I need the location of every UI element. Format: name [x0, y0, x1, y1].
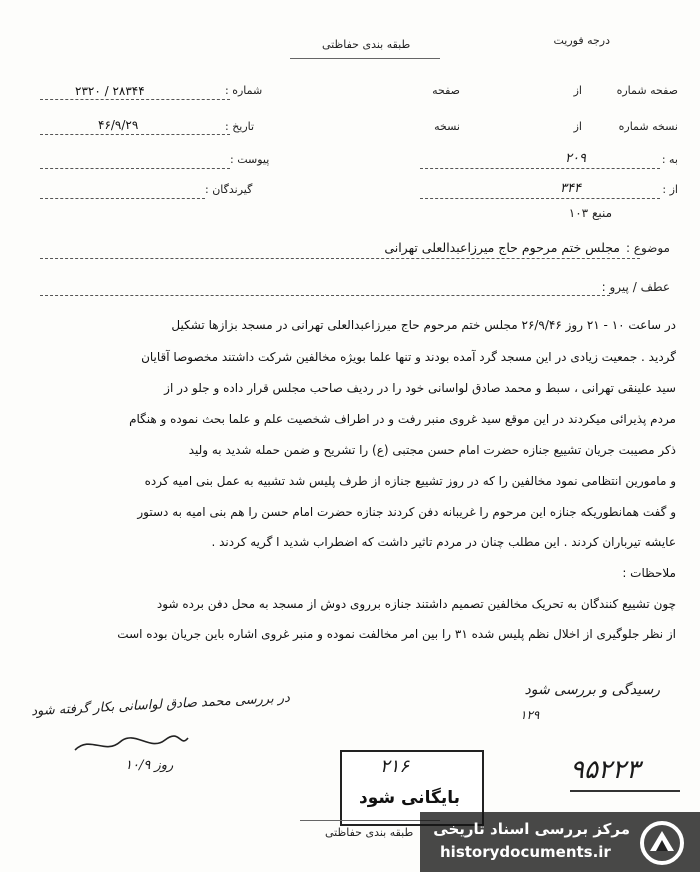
attachment-dotted-line [40, 168, 230, 169]
reference-dotted-line [40, 295, 610, 296]
body-line: عایشه تیرباران کردند . این مطلب چنان در مردم تاثیر داشت که اضطراب شدید ا گریه کردند . [211, 535, 676, 549]
subject-dotted-line [40, 258, 640, 259]
reference-label: عطف / پیرو : [601, 280, 670, 294]
watermark-logo-icon [636, 818, 688, 868]
from-label: از : [662, 183, 678, 196]
subject-value: مجلس ختم مرحوم حاج میرزاعبدالعلی تهرانی [384, 240, 620, 255]
from-value: ۳۴۴ [560, 181, 581, 196]
copy-from-label: از [573, 120, 582, 133]
stamp-number: ۲۱۶ [380, 756, 410, 777]
body-line: در ساعت ۱۰ - ۲۱ روز ۲۶/۹/۴۶ مجلس ختم مرحوم حاج میرزاعبدالعلی تهرانی در مسجد بزازها تشکیل [171, 318, 676, 332]
body-line: ذکر مصیبت جریان تشییع جنازه حضرت امام حسن مجتبی (ع) را تشریح و ضمن حمله شدید به ولید [188, 443, 676, 457]
body-line: و مامورین انتظامی نمود مخالفین را که در روز تشییع جنازه از طرف پلیس شد تشبیه به عمل بنی امیه کرده [144, 474, 676, 488]
classification-bottom: طبقه بندی حفاظتی [325, 826, 414, 839]
priority-label: درجه فوریت [553, 34, 610, 47]
recipients-dotted-line [40, 198, 205, 199]
recipients-label: گیرندگان : [205, 183, 253, 196]
signature-scribble [70, 730, 190, 760]
watermark-url: historydocuments.ir [440, 843, 611, 861]
handwritten-date: ۱۰/۹ روز [125, 758, 174, 773]
stamp-text: بایگانی شود [358, 788, 460, 808]
number-value: ۲۳۲۰ / ۲۸۳۴۴ [75, 84, 145, 98]
date-dotted-line [40, 134, 230, 135]
date-value: ۴۶/۹/۲۹ [98, 118, 139, 132]
remarks-heading: ملاحظات : [622, 566, 676, 580]
page-from-label: از [573, 84, 582, 97]
to-dotted-line [420, 168, 660, 169]
classification-top: طبقه بندی حفاظتی [322, 38, 411, 51]
body-line: گردید . جمعیت زیادی در این مسجد گرد آمده بودند و تنها علما بویژه مخالفین شرکت داشتند مخصوصا آقایان [141, 350, 676, 364]
date-label: تاریخ : [225, 120, 255, 133]
footer-rule [300, 820, 440, 821]
page-number-label: صفحه شماره [616, 84, 678, 97]
copy-word-label: نسخه [434, 120, 460, 133]
number-dotted-line [40, 99, 230, 100]
handwritten-note-left: در بررسی محمد صادق لواسانی بکار گرفته شود [30, 690, 291, 720]
body-line: سید علینقی تهرانی ، سبط و محمد صادق لواسانی خود را در ردیف صاحب مجلس قرار داده و جلو در از [164, 381, 676, 395]
page-word-label: صفحه [432, 84, 460, 97]
handwritten-note-number: ۱۲۹ [520, 708, 540, 722]
copy-number-label: نسخه شماره [618, 120, 678, 133]
body-line: مردم پذیرائی میکردند در این موقع سید غروی منبر رفت و در اطراف شخصیت علم و علما بحث نموده و هنگام [129, 412, 676, 426]
body-line: چون تشییع کنندگان به تحریک مخالفین تصمیم داشتند جنازه برروی دوش از مسجد به محل دفن برده شود [156, 597, 676, 611]
header-rule [290, 58, 440, 59]
to-label: به : [661, 153, 678, 166]
source-label: منبع ۱۰۳ [568, 206, 612, 220]
to-value: ۲۰۹ [565, 151, 586, 166]
body-line: و گفت همانطوریکه جنازه این مرحوم را غریبانه دفن کردند جنازه حضرت امام حسن را هم بنی امیه به دستور [137, 505, 676, 519]
archive-number-underline [570, 790, 680, 792]
archive-number: ۹۵۲۲۳ [570, 755, 640, 785]
watermark-name: مرکز بررسی اسناد تاریخی [433, 820, 630, 838]
subject-label: موضوع : [625, 241, 670, 255]
body-line: از نظر جلوگیری از اخلال نظم پلیس شده ۳۱ را بین امر مخالفت نموده و منبر غروی اشاره باین جریان بوده است [117, 627, 676, 641]
handwritten-note-right: رسیدگی و بررسی شود [524, 682, 660, 698]
from-dotted-line [420, 198, 660, 199]
attachment-label: پیوست : [230, 153, 270, 166]
number-label: شماره : [225, 84, 263, 97]
